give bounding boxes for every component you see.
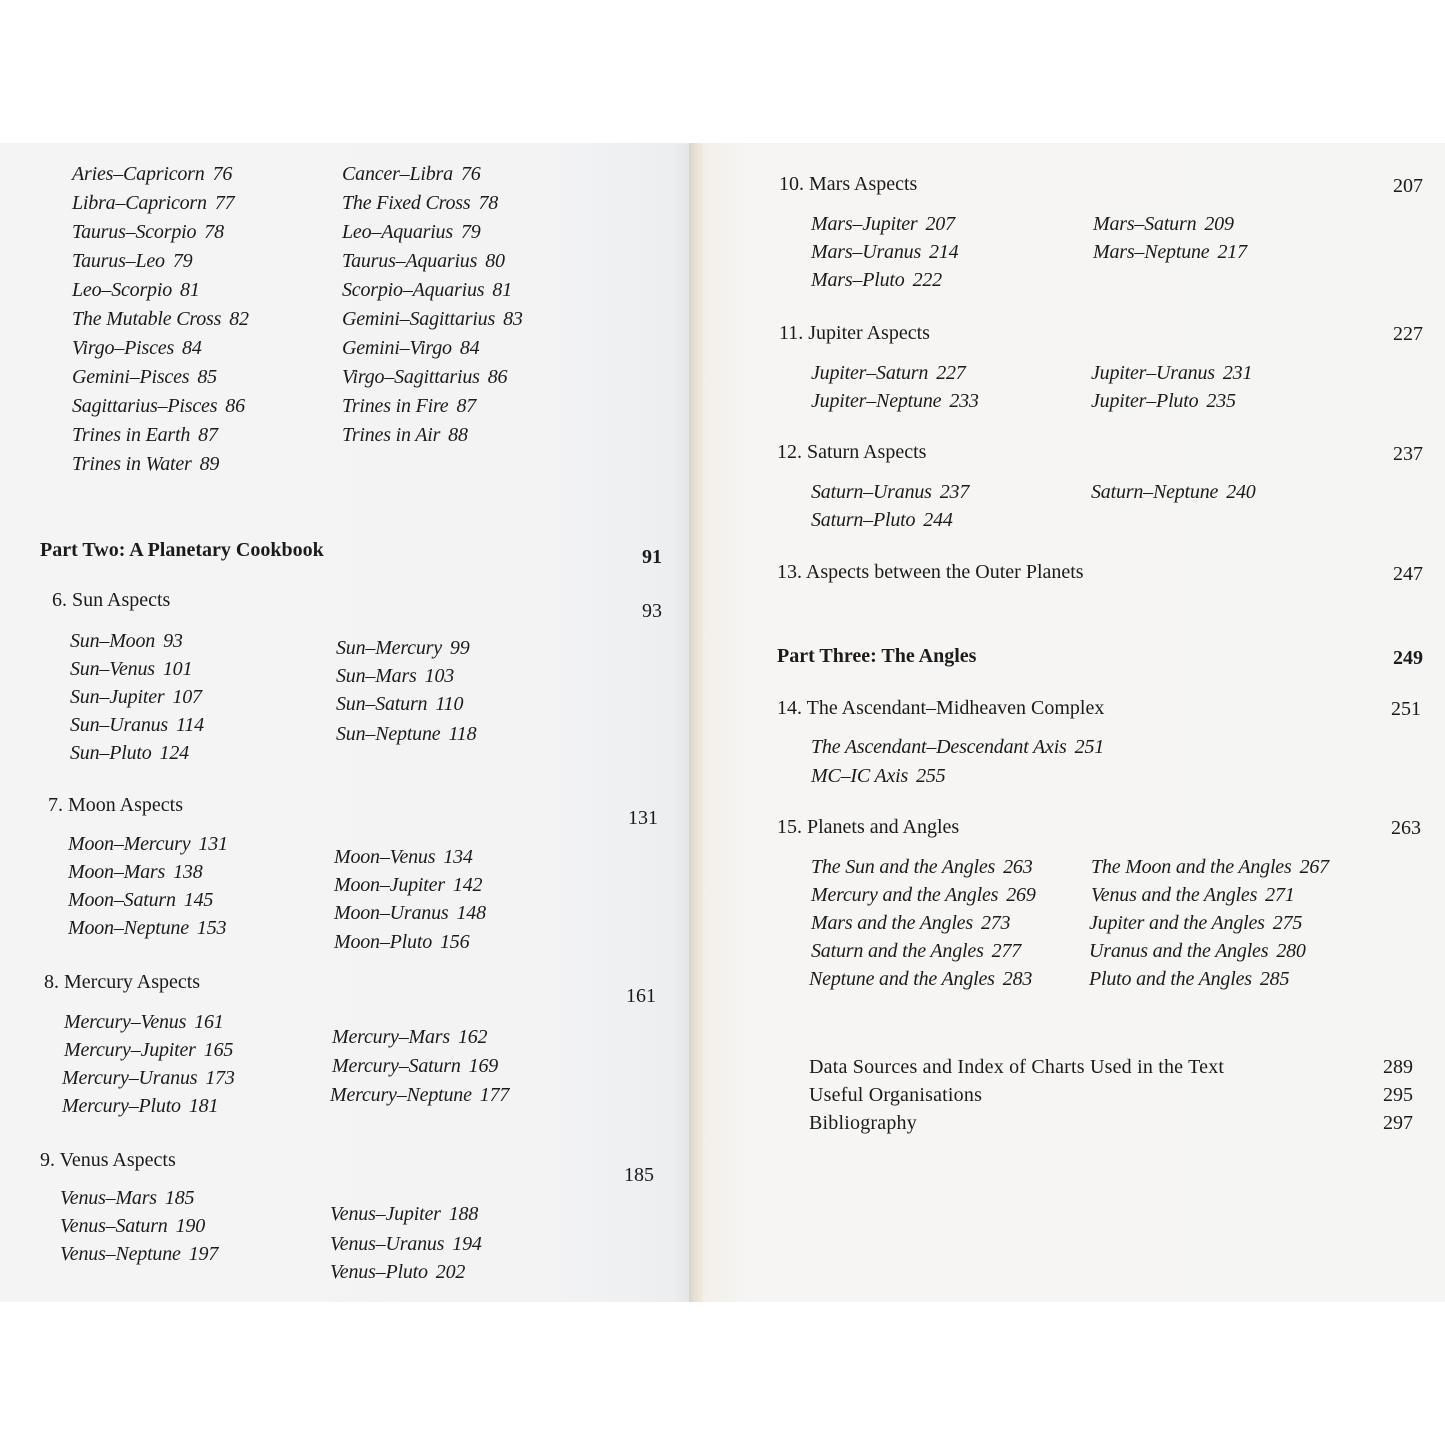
toc-subentry: Trines in Fire 87: [342, 395, 477, 417]
toc-subentry: Virgo–Pisces 84: [72, 337, 202, 359]
chapter-heading: 14. The Ascendant–Midheaven Complex: [777, 697, 1105, 719]
toc-subentry: Venus–Jupiter 188: [330, 1203, 479, 1225]
toc-subentry: Venus–Neptune 197: [60, 1243, 219, 1265]
toc-subentry: Saturn–Neptune 240: [1091, 481, 1256, 503]
chapter-page-number: 251: [1391, 698, 1421, 720]
toc-subentry: Sun–Uranus 114: [70, 714, 204, 736]
toc-subentry: The Fixed Cross 78: [342, 192, 499, 214]
back-matter-entry: Useful Organisations: [809, 1084, 983, 1106]
toc-subentry: Aries–Capricorn 76: [72, 163, 233, 185]
chapter-heading: 7. Moon Aspects: [48, 794, 183, 816]
toc-subentry: Mars–Saturn 209: [1093, 213, 1234, 235]
toc-subentry: Gemini–Pisces 85: [72, 366, 217, 388]
toc-subentry: Libra–Capricorn 77: [72, 192, 235, 214]
toc-subentry: Moon–Jupiter 142: [334, 874, 483, 896]
toc-subentry: Trines in Earth 87: [72, 424, 218, 446]
toc-subentry: Cancer–Libra 76: [342, 163, 481, 185]
toc-subentry: Mercury–Venus 161: [64, 1011, 224, 1033]
toc-subentry: Jupiter–Saturn 227: [811, 362, 966, 384]
back-matter-entry: Data Sources and Index of Charts Used in the Text: [809, 1056, 1225, 1078]
toc-subentry: Moon–Mars 138: [68, 861, 203, 883]
toc-subentry: Pluto and the Angles 285: [1089, 968, 1290, 990]
toc-subentry: Trines in Air 88: [342, 424, 468, 446]
open-book: [0, 143, 1445, 1302]
toc-subentry: Mercury–Jupiter 165: [64, 1039, 234, 1061]
chapter-page-number: 161: [626, 985, 656, 1007]
toc-subentry: Mercury–Pluto 181: [62, 1095, 219, 1117]
toc-subentry: Taurus–Leo 79: [72, 250, 193, 272]
chapter-page-number: 237: [1393, 443, 1423, 465]
toc-subentry: Moon–Uranus 148: [334, 902, 486, 924]
toc-subentry: Jupiter and the Angles 275: [1089, 912, 1303, 934]
toc-subentry: Mercury and the Angles 269: [811, 884, 1036, 906]
left-page: [0, 143, 693, 1302]
toc-subentry: Taurus–Aquarius 80: [342, 250, 505, 272]
toc-subentry: Sun–Venus 101: [70, 658, 193, 680]
toc-subentry: Sun–Moon 93: [70, 630, 183, 652]
chapter-heading: 12. Saturn Aspects: [777, 441, 927, 463]
part-page-number: 249: [1393, 647, 1423, 669]
toc-subentry: Sun–Mercury 99: [336, 637, 470, 659]
chapter-page-number: 227: [1393, 323, 1423, 345]
toc-subentry: Venus–Saturn 190: [60, 1215, 206, 1237]
chapter-page-number: 247: [1393, 563, 1423, 585]
toc-subentry: Trines in Water 89: [72, 453, 220, 475]
toc-subentry: Scorpio–Aquarius 81: [342, 279, 512, 301]
toc-subentry: Saturn–Pluto 244: [811, 509, 953, 531]
toc-subentry: Venus–Mars 185: [60, 1187, 195, 1209]
chapter-heading: 13. Aspects between the Outer Planets: [777, 561, 1084, 583]
toc-subentry: Mars–Neptune 217: [1093, 241, 1247, 263]
chapter-page-number: 185: [624, 1164, 654, 1186]
toc-subentry: Moon–Pluto 156: [334, 931, 470, 953]
right-page: [703, 143, 1445, 1302]
toc-subentry: Mars and the Angles 273: [811, 912, 1011, 934]
toc-subentry: Moon–Saturn 145: [68, 889, 214, 911]
chapter-page-number: 263: [1391, 817, 1421, 839]
toc-subentry: Moon–Neptune 153: [68, 917, 227, 939]
toc-subentry: Leo–Scorpio 81: [72, 279, 200, 301]
toc-subentry: Gemini–Virgo 84: [342, 337, 480, 359]
toc-subentry: Sun–Pluto 124: [70, 742, 189, 764]
chapter-page-number: 93: [642, 600, 662, 622]
back-matter-page: 297: [1383, 1112, 1413, 1134]
toc-subentry: Neptune and the Angles 283: [809, 968, 1033, 990]
toc-subentry: Mars–Jupiter 207: [811, 213, 955, 235]
toc-subentry: Mercury–Saturn 169: [332, 1055, 499, 1077]
toc-subentry: Sun–Saturn 110: [336, 693, 464, 715]
back-matter-page: 295: [1383, 1084, 1413, 1106]
part-heading: Part Three: The Angles: [777, 645, 977, 667]
part-page-number: 91: [642, 546, 662, 568]
toc-subentry: Virgo–Sagittarius 86: [342, 366, 508, 388]
chapter-heading: 11. Jupiter Aspects: [779, 322, 930, 344]
back-matter-entry: Bibliography: [809, 1112, 917, 1134]
toc-subentry: Mercury–Mars 162: [332, 1026, 488, 1048]
toc-subentry: Saturn–Uranus 237: [811, 481, 970, 503]
chapter-page-number: 207: [1393, 175, 1423, 197]
toc-subentry: The Moon and the Angles 267: [1091, 856, 1329, 878]
toc-subentry: Mars–Pluto 222: [811, 269, 942, 291]
toc-subentry: The Sun and the Angles 263: [811, 856, 1033, 878]
toc-subentry: Jupiter–Uranus 231: [1091, 362, 1253, 384]
toc-subentry: Sun–Jupiter 107: [70, 686, 202, 708]
chapter-page-number: 131: [628, 807, 658, 829]
toc-subentry: Mars–Uranus 214: [811, 241, 959, 263]
toc-subentry: Gemini–Sagittarius 83: [342, 308, 523, 330]
toc-subentry: Uranus and the Angles 280: [1089, 940, 1306, 962]
chapter-heading: 6. Sun Aspects: [52, 589, 171, 611]
toc-subentry: Jupiter–Neptune 233: [811, 390, 979, 412]
toc-subentry: The Mutable Cross 82: [72, 308, 249, 330]
chapter-heading: 15. Planets and Angles: [777, 816, 960, 838]
toc-subentry: MC–IC Axis 255: [811, 765, 946, 787]
toc-subentry: Venus–Uranus 194: [330, 1233, 482, 1255]
toc-subentry: Sun–Mars 103: [336, 665, 455, 687]
toc-subentry: Venus–Pluto 202: [330, 1261, 466, 1283]
chapter-heading: 9. Venus Aspects: [40, 1149, 176, 1171]
back-matter-page: 289: [1383, 1056, 1413, 1078]
toc-subentry: Sagittarius–Pisces 86: [72, 395, 245, 417]
toc-subentry: Moon–Venus 134: [334, 846, 473, 868]
part-heading: Part Two: A Planetary Cookbook: [40, 539, 324, 561]
toc-subentry: Mercury–Uranus 173: [62, 1067, 235, 1089]
toc-subentry: The Ascendant–Descendant Axis 251: [811, 736, 1105, 758]
toc-subentry: Moon–Mercury 131: [68, 833, 228, 855]
toc-subentry: Saturn and the Angles 277: [811, 940, 1022, 962]
toc-subentry: Sun–Neptune 118: [336, 723, 477, 745]
toc-subentry: Venus and the Angles 271: [1091, 884, 1295, 906]
toc-subentry: Taurus–Scorpio 78: [72, 221, 224, 243]
toc-subentry: Jupiter–Pluto 235: [1091, 390, 1236, 412]
chapter-heading: 10. Mars Aspects: [779, 173, 918, 195]
toc-subentry: Leo–Aquarius 79: [342, 221, 481, 243]
toc-subentry: Mercury–Neptune 177: [330, 1084, 510, 1106]
chapter-heading: 8. Mercury Aspects: [44, 971, 201, 993]
